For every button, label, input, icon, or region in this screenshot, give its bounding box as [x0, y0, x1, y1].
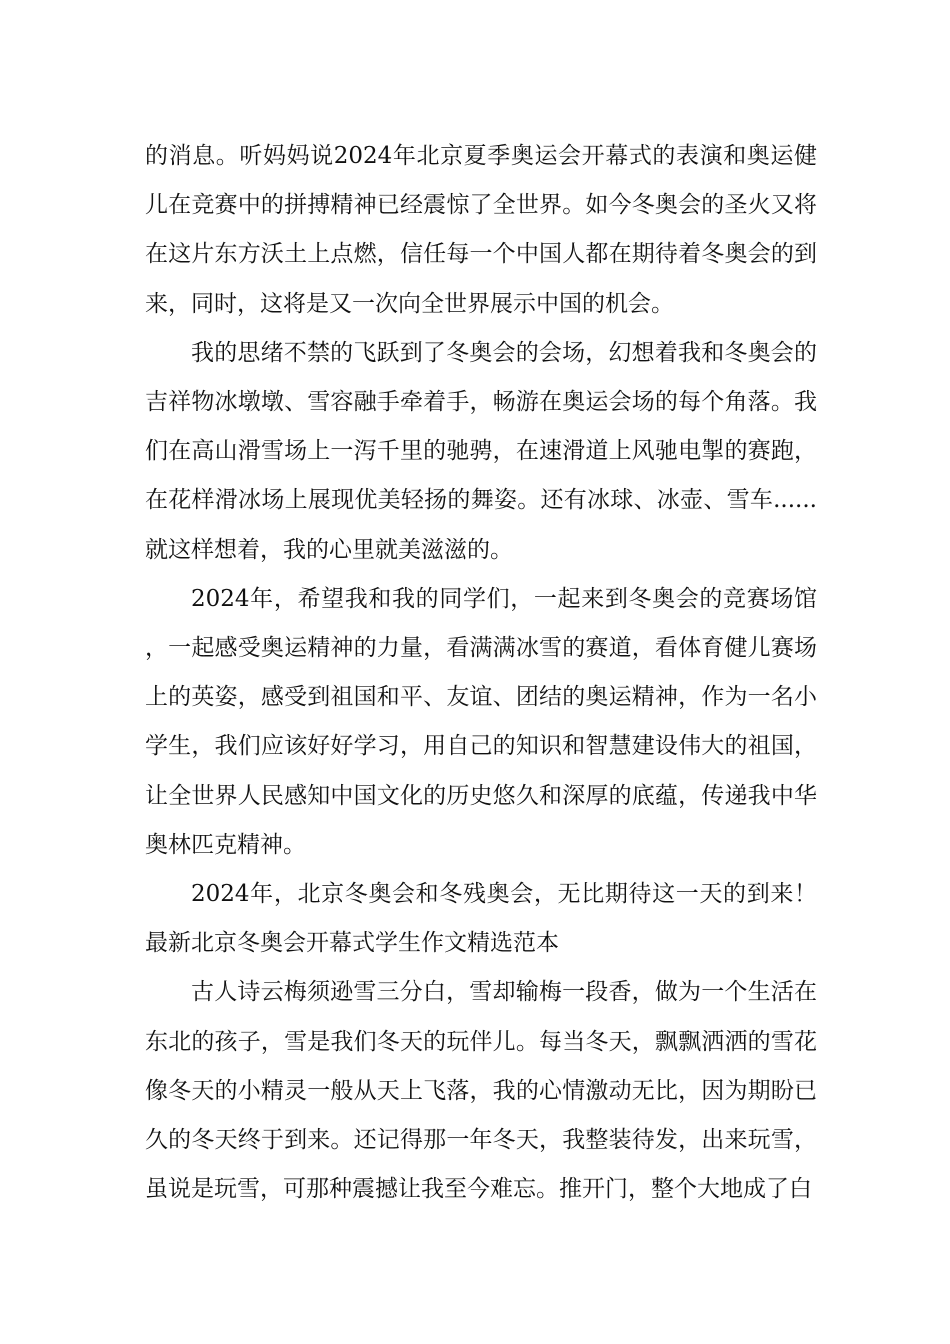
- paragraph-3: 2024年，希望我和我的同学们，一起来到冬奥会的竞赛场馆，一起感受奥运精神的力量，看满满冰雪的赛道，看体育健儿赛场上的英姿，感受到祖国和平、友谊、团结的奥运精神，作为一名小学生，我们应该好好学习，用自己的知识和智慧建设伟大的祖国，让全世界人民感知中国文化的历史悠久和深厚的底蕴，传递我中华奥林匹克精神。: [145, 585, 817, 858]
- paragraph-4: 2024年，北京冬奥会和冬残奥会，无比期待这一天的到来！最新北京冬奥会开幕式学生作文精选范本: [145, 881, 817, 957]
- document-body: [145, 132, 817, 1214]
- paragraph-5: 古人诗云梅须逊雪三分白，雪却输梅一段香，做为一个生活在东北的孩子，雪是我们冬天的玩伴儿。每当冬天，飘飘洒洒的雪花像冬天的小精灵一般从天上飞落，我的心情激动无比，因为期盼已久的冬天终于到来。还记得那一年冬天，我整装待发，出来玩雪，虽说是玩雪，可那种震撼让我至今难忘。推开门，整个大地成了白: [145, 979, 817, 1203]
- paragraph-1: 的消息。听妈妈说2024年北京夏季奥运会开幕式的表演和奥运健儿在竞赛中的拼搏精神已经震惊了全世界。如今冬奥会的圣火又将在这片东方沃土上点燃，信任每一个中国人都在期待着冬奥会的到来，同时，这将是又一次向全世界展示中国的机会。: [145, 143, 817, 317]
- paragraph-2: 我的思绪不禁的飞跃到了冬奥会的会场，幻想着我和冬奥会的吉祥物冰墩墩、雪容融手牵着手，畅游在奥运会场的每个角落。我们在高山滑雪场上一泻千里的驰骋，在速滑道上风驰电掣的赛跑，在花样滑冰场上展现优美轻扬的舞姿。还有冰球、冰壶、雪车......就这样想着，我的心里就美滋滋的。: [145, 339, 817, 563]
